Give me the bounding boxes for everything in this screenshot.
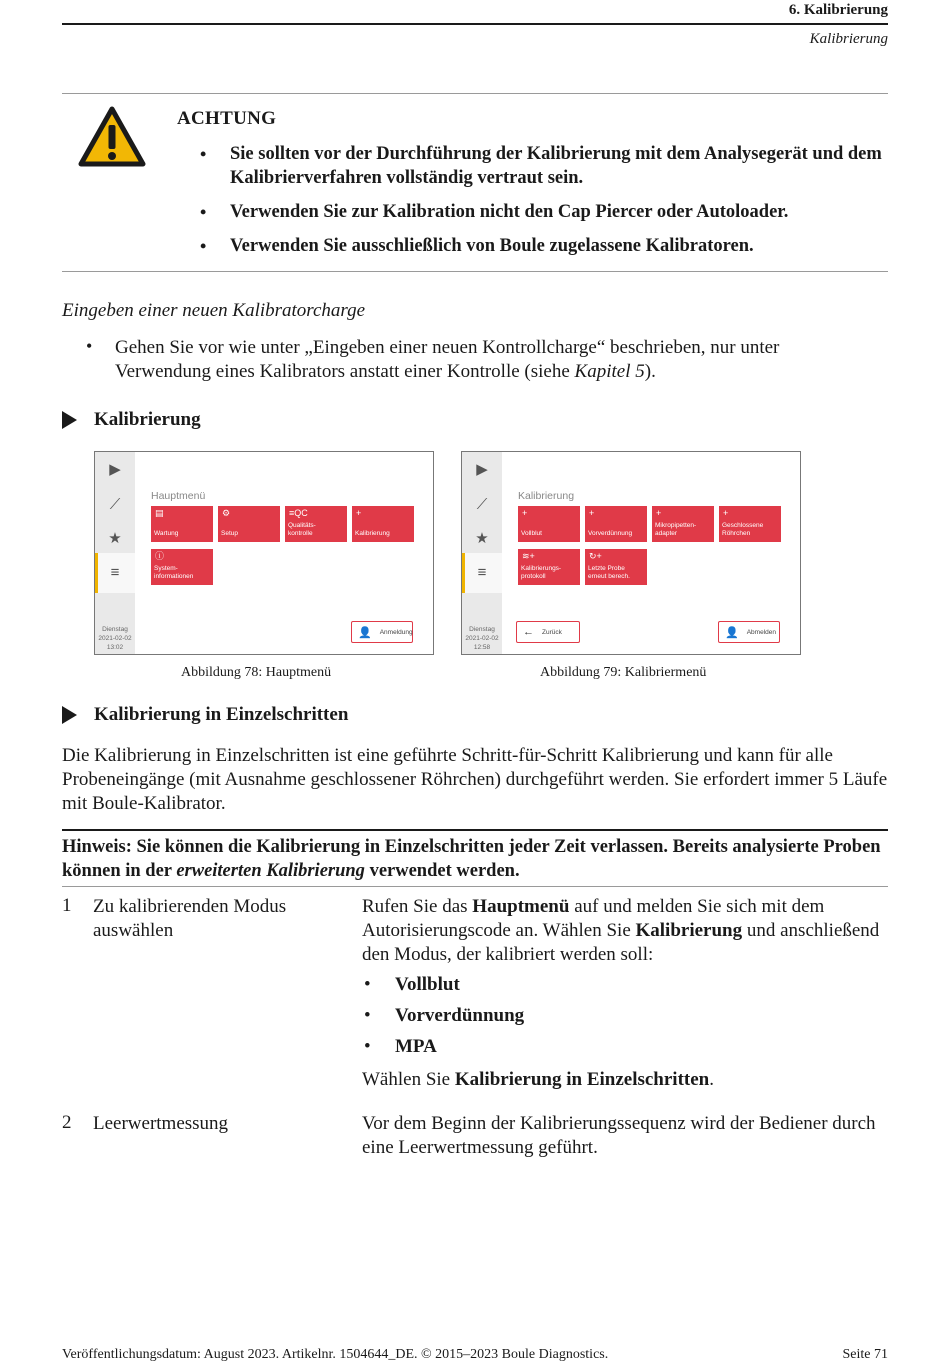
chart-line-icon[interactable]: ⟋ (476, 496, 488, 513)
calibration-icon: + (723, 508, 729, 518)
menu-icon[interactable]: ≡ (477, 564, 487, 581)
screen-sidebar (462, 452, 502, 654)
play-circle-icon[interactable]: ▶ (476, 461, 488, 478)
procedure-heading-steps: Kalibrierung in Einzelschritten (62, 704, 348, 726)
screen-date: Dienstag 2021-02-02 13:02 (98, 626, 132, 651)
calibration-icon: + (356, 508, 362, 518)
main-menu-screenshot (94, 451, 434, 655)
warning-triangle-icon (78, 106, 146, 168)
tile-vollblut[interactable]: + Vollblut (518, 506, 580, 542)
note-box: Hinweis: Sie können die Kalibrierung in Einzelschritten jeder Zeit verlassen. Bereits analysierte Proben können in der erweiterten Kalibrierung verwendet werden. (62, 837, 881, 881)
page-number: Seite 71 (842, 1347, 888, 1362)
warning-top-rule (62, 93, 888, 94)
step-followup: Wählen Sie Kalibrierung in Einzelschritten. (362, 1069, 714, 1090)
warning-bottom-rule (62, 271, 888, 272)
mode-list (362, 973, 524, 1066)
chart-line-icon[interactable]: ⟋ (109, 496, 121, 513)
star-icon[interactable]: ★ (475, 530, 489, 547)
screen-title: Kalibrierung (518, 490, 575, 502)
intro-paragraph: Die Kalibrierung in Einzelschritten ist eine geführte Schritt-für-Schritt Kalibrierung und kann für alle Probeneingänge (mit Ausnahme geschlossener Röhrchen) durchgeführt werden. Sie erfordert immer 5 Läufe mit Boule-Kalibrator. (62, 745, 888, 814)
screen-date: Dienstag 2021-02-02 12:58 (465, 626, 499, 651)
calibration-icon: + (656, 508, 662, 518)
warning-item: • Verwenden Sie zur Kalibration nicht den Cap Piercer oder Autoloader. (200, 200, 890, 224)
warning-item: • Sie sollten vor der Durchführung der Kalibrierung mit dem Analysegerät und dem Kalibrierverfahren vollständig vertraut sein. (200, 142, 890, 190)
mode-item: • MPA (362, 1035, 524, 1066)
section-title: Kalibrierung (809, 31, 888, 47)
warning-item: • Verwenden Sie ausschließlich von Boule zugelassene Kalibratoren. (200, 234, 890, 258)
play-circle-icon[interactable]: ▶ (109, 461, 121, 478)
header-rule (62, 23, 888, 25)
tile-geschlossene-roehrchen[interactable]: + Geschlossene Röhrchen (719, 506, 781, 542)
calibration-icon: + (522, 508, 528, 518)
arrow-left-icon: ← (523, 626, 534, 638)
login-button[interactable]: 👤 Anmeldung (351, 621, 413, 643)
play-arrow-icon (62, 411, 77, 429)
gear-icon: ⚙ (222, 508, 231, 518)
step-title: Zu kalibrierenden Modus auswählen (93, 896, 287, 941)
mode-item: • Vorverdünnung (362, 1004, 524, 1035)
recalculate-icon: ↻+ (589, 551, 602, 561)
qc-icon: ≡QC (289, 508, 308, 518)
subsection-heading: Eingeben einer neuen Kalibratorcharge (62, 300, 366, 321)
chapter-reference: Kapitel 5 (574, 361, 645, 382)
back-button[interactable]: ← Zurück (516, 621, 580, 643)
chapter-title: 6. Kalibrierung (788, 2, 888, 18)
warning-title: ACHTUNG (177, 108, 277, 129)
user-lock-icon: 👤 (725, 626, 739, 639)
calibration-menu-screenshot (461, 451, 801, 655)
user-lock-icon: 👤 (358, 626, 372, 639)
info-icon: ⓘ (155, 551, 165, 561)
warning-list (200, 142, 890, 268)
note-top-rule (62, 829, 888, 831)
tile-mikropipettenadapter[interactable]: + Mikropipetten- adapter (652, 506, 714, 542)
logout-button[interactable]: 👤 Abmelden (718, 621, 780, 643)
tile-qualitaetskontrolle[interactable]: ≡QC Qualitäts- kontrolle (285, 506, 347, 542)
new-lot-paragraph: • Gehen Sie vor wie unter „Eingeben einer neuen Kontrollcharge“ beschrieben, nur unter Verwendung eines Kalibrators anstatt einer Kontrolle (siehe Kapitel 5). (86, 336, 780, 382)
tile-kalibrierung[interactable]: + Kalibrierung (352, 506, 414, 542)
tile-kalibrierungsprotokoll[interactable]: ≋+ Kalibrierungs- protokoll (518, 549, 580, 585)
figure-caption: Abbildung 78: Hauptmenü (181, 665, 332, 680)
step-number: 1 (62, 895, 72, 916)
step-description: Vor dem Beginn der Kalibrierungssequenz wird der Bediener durch eine Leerwertmessung geführt. (362, 1113, 876, 1158)
step-number: 2 (62, 1112, 72, 1133)
step-title: Leerwertmessung (93, 1113, 229, 1134)
tile-letzte-probe[interactable]: ↻+ Letzte Probe erneut berech. (585, 549, 647, 585)
tile-wartung[interactable]: ▤ Wartung (151, 506, 213, 542)
procedure-heading-calibration: Kalibrierung (62, 409, 201, 431)
screen-title: Hauptmenü (151, 490, 206, 502)
layers-icon: ≋+ (522, 551, 535, 561)
note-bottom-rule (62, 886, 888, 887)
calibration-icon: + (589, 508, 595, 518)
play-arrow-icon (62, 706, 77, 724)
tile-vorverduennung[interactable]: + Vorverdünnung (585, 506, 647, 542)
maintenance-icon: ▤ (155, 508, 164, 518)
screen-sidebar (95, 452, 135, 654)
step-description: Rufen Sie das Hauptmenü auf und melden Sie sich mit dem Autorisierungscode an. Wählen Sie Kalibrierung und anschließend den Modus, der kalibriert werden soll: (362, 896, 880, 965)
menu-icon[interactable]: ≡ (110, 564, 120, 581)
tile-setup[interactable]: ⚙ Setup (218, 506, 280, 542)
figure-caption: Abbildung 79: Kalibriermenü (540, 665, 707, 680)
star-icon[interactable]: ★ (108, 530, 122, 547)
tile-systeminformationen[interactable]: ⓘ System- informationen (151, 549, 213, 585)
mode-item: • Vollblut (362, 973, 524, 1004)
footer-publication: Veröffentlichungsdatum: August 2023. Artikelnr. 1504644_DE. © 2015–2023 Boule Diagnostics. (62, 1347, 609, 1362)
